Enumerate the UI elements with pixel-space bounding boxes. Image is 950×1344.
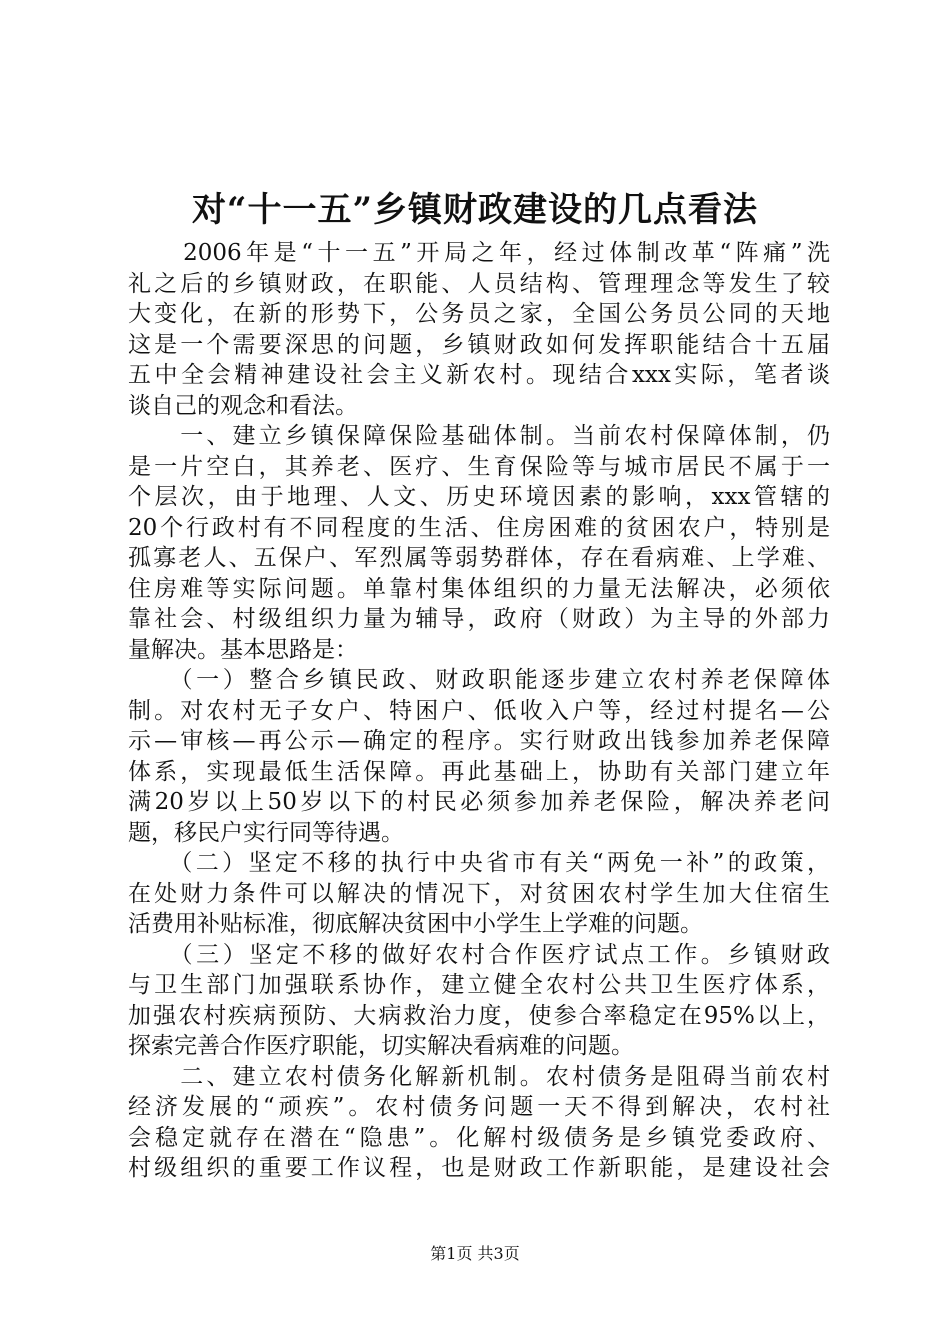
body-line: 这是一个需要深思的问题，乡镇财政如何发挥职能结合十五届 xyxy=(128,331,830,358)
page-footer: 第1页 共3页 xyxy=(430,1244,520,1263)
body-line: 在处财力条件可以解决的情况下，对贫困农村学生加大住宿生 xyxy=(128,880,830,907)
body-line: （二）坚定不移的执行中央省市有关“两免一补”的政策， xyxy=(128,850,830,876)
body-line: 2006年是“十一五”开局之年，经过体制改革“阵痛”洗 xyxy=(128,240,830,266)
body-line: 体系，实现最低生活保障。再此基础上，协助有关部门建立年 xyxy=(128,758,830,785)
body-line: 探索完善合作医疗职能，切实解决看病难的问题。 xyxy=(128,1033,634,1059)
body-line: 制。对农村无子女户、特困户、低收入户等，经过村提名—公 xyxy=(128,697,830,724)
body-line: 孤寡老人、五保户、军烈属等弱势群体，存在看病难、上学难、 xyxy=(128,545,830,571)
body-line: 经济发展的“顽疾”。农村债务问题一天不得到解决，农村社 xyxy=(128,1094,830,1120)
body-line: 个层次，由于地理、人文、历史环境因素的影响，xxx管辖的 xyxy=(128,484,830,510)
body-line: 礼之后的乡镇财政，在职能、人员结构、管理理念等发生了较 xyxy=(128,270,830,297)
body-line: 二、建立农村债务化解新机制。农村债务是阻碍当前农村 xyxy=(128,1063,830,1090)
body-line: 会稳定就存在潜在“隐患”。化解村级债务是乡镇党委政府、 xyxy=(128,1124,830,1151)
body-line: 村级组织的重要工作议程，也是财政工作新职能，是建设社会 xyxy=(128,1155,830,1181)
body-line: 量解决。基本思路是： xyxy=(128,636,358,663)
body-line: 靠社会、村级组织力量为辅导，政府（财政）为主导的外部力 xyxy=(128,606,830,632)
body-line: 五中全会精神建设社会主义新农村。现结合xxx实际，笔者谈 xyxy=(128,362,830,388)
body-line: 加强农村疾病预防、大病救治力度，使参合率稳定在95%以上， xyxy=(128,1002,830,1029)
body-line: 活费用补贴标准，彻底解决贫困中小学生上学难的问题。 xyxy=(128,911,703,937)
body-line: 住房难等实际问题。单靠村集体组织的力量无法解决，必须依 xyxy=(128,575,830,602)
body-line: 谈自己的观念和看法。 xyxy=(128,392,358,419)
body-line: （三）坚定不移的做好农村合作医疗试点工作。乡镇财政 xyxy=(128,941,830,968)
body-line: 大变化，在新的形势下，公务员之家，全国公务员公同的天地 xyxy=(128,301,830,327)
body-line: 是一片空白，其养老、医疗、生育保险等与城市居民不属于一 xyxy=(128,453,830,480)
body-line: 题，移民户实行同等待遇。 xyxy=(128,819,404,846)
body-line: 20个行政村有不同程度的生活、住房困难的贫困农户，特别是 xyxy=(128,514,830,541)
body-line: （一）整合乡镇民政、财政职能逐步建立农村养老保障体 xyxy=(128,667,830,693)
document-body xyxy=(128,238,830,1184)
body-line: 一、建立乡镇保障保险基础体制。当前农村保障体制，仍 xyxy=(128,423,830,449)
document-title: 对“十一五”乡镇财政建设的几点看法 xyxy=(191,190,759,230)
body-line: 示—审核—再公示—确定的程序。实行财政出钱参加养老保障 xyxy=(128,728,830,754)
body-line: 满20岁以上50岁以下的村民必须参加养老保险，解决养老问 xyxy=(128,789,830,815)
body-line: 与卫生部门加强联系协作，建立健全农村公共卫生医疗体系， xyxy=(128,972,830,998)
